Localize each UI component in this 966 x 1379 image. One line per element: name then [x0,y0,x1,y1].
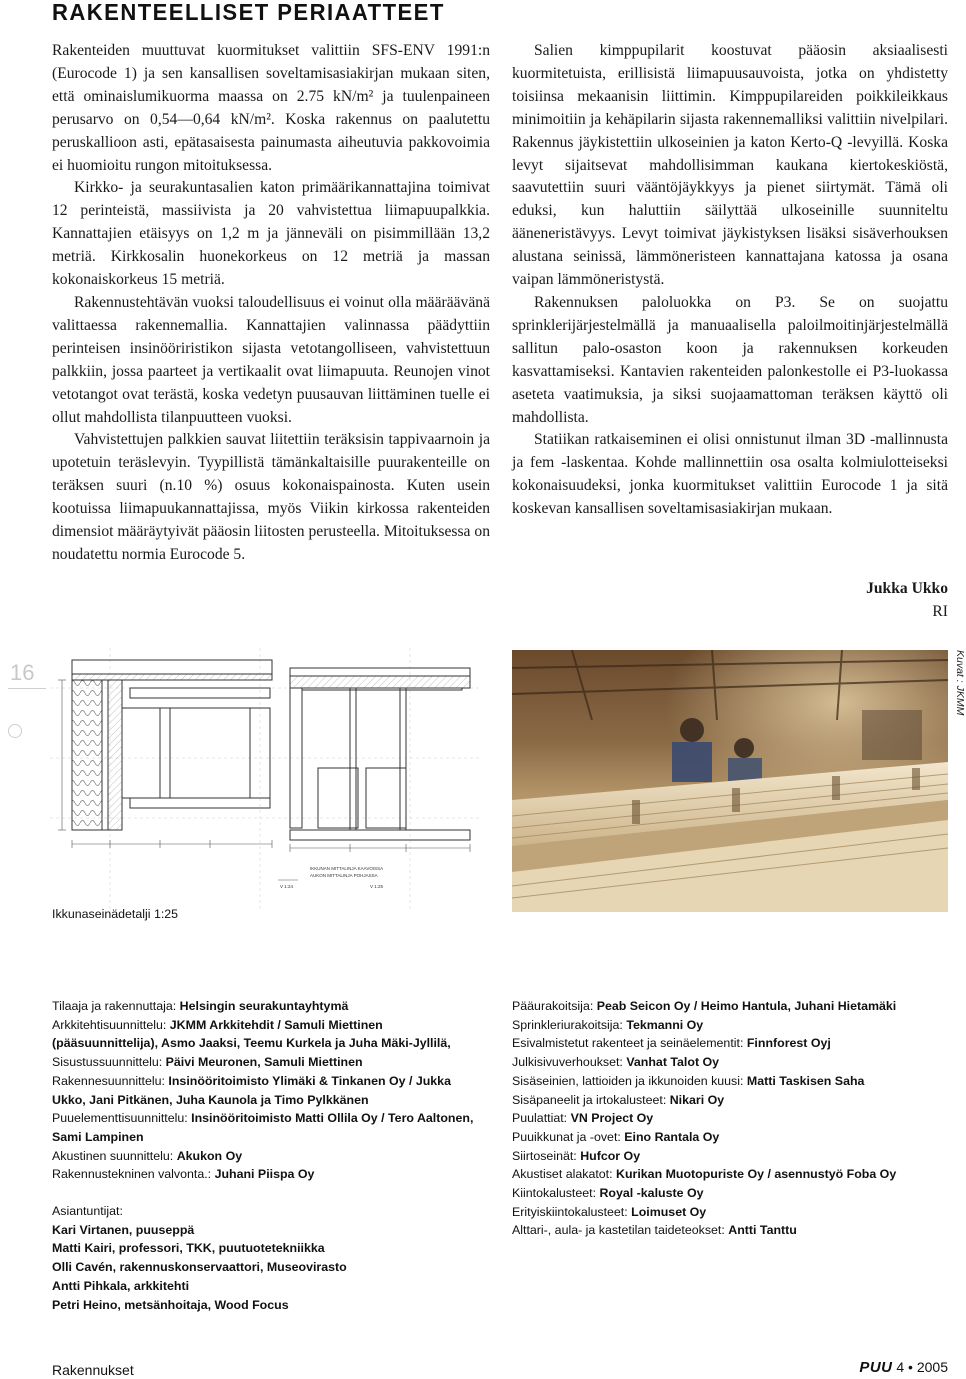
credit-line: Tilaaja ja rakennuttaja: Helsingin seurakuntayhtymä [52,999,349,1013]
author-signature [512,578,948,624]
project-credits-right [512,997,952,1240]
credit-line: Erityiskiintokalusteet: Loimuset Oy [512,1204,707,1219]
expert-item: Antti Pihkala, arkkitehti [52,1278,190,1293]
page-number-rule [8,688,46,689]
experts-label: Asiantuntijat: [52,1204,123,1219]
article-left-column [52,40,490,567]
article-right-column [512,40,948,521]
page-number: 16 [10,660,35,685]
paragraph: Salien kimppupilarit koostuvat pääosin aksiaalisesti kuormitetuista, erillisistä liimapuusauvoista, jotka on yhdistetty toisiinsa mekaanisin liittimin. Kimppupilareiden poikkileikkaus minimoitiin ja kehäpilarin sijasta rakennemalliksi valittiin nivelpilari. Rakennus jäykistettiin ulkoseinien ja katon Kerto-Q -levyillä. Koska levyt sijaitsevat mahdollisimman kaukana kiertokeskiöstä, saavutettiin suuri vääntöjäykkyys ja pienet siirtymät. Tämä oli eduksi, kun haluttiin säilyttää ulkoseinille suunniteltu ääneneristävyys. Levyt toimivat jäykistyksen lisäksi sisäverhouksen alustana seinissä, lämmöneristeen kannattajana katossa ja osana vaipan lämmöneristystä. [512,42,948,289]
footer-section: Rakennukset [52,1362,134,1378]
credit-line: Puuelementtisuunnittelu: Insinööritoimisto Matti Ollila Oy / Tero Aaltonen, Sami Lampinen [52,1111,474,1144]
drawing-view-a: V 1:24 [280,884,294,889]
credit-line: Siirtoseinät: Hufcor Oy [512,1148,641,1163]
magazine-brand: PUU [859,1359,893,1376]
author-name: Jukka Ukko [866,580,948,597]
credit-line: Kiintokalusteet: Royal -kaluste Oy [512,1186,704,1201]
credit-line: Sisustussuunnittelu: Päivi Meuronen, Samuli Miettinen [52,1055,363,1070]
drawing-view-b: V 1:25 [370,884,384,889]
credit-line: Rakennesuunnittelu: Insinööritoimisto Ylimäki & Tinkanen Oy / Jukka Ukko, Jani Pitkänen, Juha Kaunola ja Timo Pylkkänen [52,1073,451,1107]
page-heading: RAKENTEELLISET PERIAATTEET [52,0,445,25]
credit-line: Rakennustekninen valvonta.: Juhani Piispa Oy [52,1167,315,1182]
paragraph: Statiikan ratkaiseminen ei olisi onnistunut ilman 3D -mallinnusta ja fem -laskentaa. Kohde mallinnettiin osa osalta kolmiulotteiseksi kokonaisuudeksi, jonka kuormitukset valittiin Eurocode 1 ja sitä koskevan kansallisen soveltamisasiakirjan mukaan. [512,431,948,518]
credit-line: Sprinkleriurakoitsija: Tekmanni Oy [512,1017,704,1032]
author-title: RI [932,602,948,620]
paragraph: Vahvistettujen palkkien sauvat liitettiin teräksisin tappivaarnoin ja upotetuin teräslevyin. Tyypillistä tämänkaltaisille puurakenteille on teräksen suuri (n.10 %) osuus kokonaispainosta. Kuten usein kootuissa liimapuukannattajissa, myös Viikin kirkossa rakenteiden dimensiot määräytyivät pääosin liitosten perusteella. Mitoituksessa on noudatettu normia Eurocode 5. [52,431,490,563]
footer-issue [859,1359,948,1376]
credit-line: Arkkitehtisuunnittelu: JKMM Arkkitehdit / Samuli Miettinen (pääsuunnittelija), Asmo Jaaksi, Teemu Kurkela ja Juha Mäki-Jyllilä, [52,1017,451,1051]
credit-line: Puuikkunat ja -ovet: Eino Rantala Oy [512,1129,720,1144]
expert-item: Kari Virtanen, puuseppä [52,1222,195,1237]
expert-item: Olli Cavén, rakennuskonservaattori, Museovirasto [52,1260,347,1275]
credit-line: Akustinen suunnittelu: Akukon Oy [52,1148,243,1163]
credit-line: Alttari-, aula- ja kastetilan taideteokset: Antti Tanttu [512,1223,797,1238]
project-credits-left [52,997,482,1314]
credit-line: Akustiset alakatot: Kurikan Muotopuriste Oy / asennustyö Foba Oy [512,1167,897,1182]
paragraph: Kirkko- ja seurakuntasalien katon primäärikannattajina toimivat 12 perinteistä, massiivista ja 20 vahvistettua liimapuupalkkia. Kannattajien etäisyys on 1,2 m ja jänneväli on pisimmillään 13,2 metriä. Kirkkosalin huonekorkeus on 12 metriä ja massan kokonaiskorkeus 15 metriä. [52,179,490,289]
photo-credit: Kuvat : JKMM [954,650,966,716]
paragraph: Rakennustehtävän vuoksi taloudellisuus ei voinut olla määräävänä valittaessa rakennemallia. Kannattajien valinnassa päädyttiin perinteisen insinööriristikon sijasta vetotangolliseen, vahvistettuun palkkiin, jossa paarteet ja vertikaalit ovat liimapuuta. Reunojen vinot vetotangot ovat terästä, koska vedetyn puusauvan liittäminen tuelle ei ollut mahdollista tilanpuutteen vuoksi. [52,293,490,426]
glazing-section [290,668,470,840]
credit-line: Sisäpaneelit ja irtokalusteet: Nikari Oy [512,1092,725,1107]
drawing-svg [50,648,482,910]
credit-line: Pääurakoitsija: Peab Seicon Oy / Heimo Hantula, Juhani Hietamäki [512,999,897,1013]
photo-svg [512,650,948,912]
drawing-note-2: AUKON MITTALINJA POHJASSA [310,873,378,878]
drawing-note-1: IKKUNAN MITTALINJA KAAVOISSA [310,866,384,871]
credit-line: Puulattiat: VN Project Oy [512,1111,654,1126]
credit-line: Julkisivuverhoukset: Vanhat Talot Oy [512,1055,720,1070]
drawing-caption: Ikkunaseinädetalji 1:25 [52,907,179,921]
expert-item: Petri Heino, metsänhoitaja, Wood Focus [52,1297,289,1312]
wall-section [72,660,272,830]
decorative-circle [8,724,22,738]
window-wall-detail-drawing [50,648,482,910]
construction-photo [512,650,948,912]
paragraph: Rakennuksen paloluokka on P3. Se on suojattu sprinklerijärjestelmällä ja manuaalisella paloilmoitinjärjestelmällä sallitun palo-osaston koon ja rakennuksen korkeuden kasvattamiseksi. Kantavien rakenteiden palonkestolle ei P3-luokassa aseteta vaatimuksia, ja siksi suojaamattoman teräksen käyttö oli mahdollista. [512,293,948,426]
credit-line: Esivalmistetut rakenteet ja seinäelementit: Finnforest Oyj [512,1036,831,1051]
issue-number: 4 • 2005 [896,1359,948,1375]
expert-item: Matti Kairi, professori, TKK, puutuotetekniikka [52,1241,325,1256]
paragraph: Rakenteiden muuttuvat kuormitukset valittiin SFS-ENV 1991:n (Eurocode 1) ja sen kansallisen soveltamisasiakirjan mukaan siten, että ominaislumikuorma maassa on 2.75 kN/m² ja tuulenpaineen perusarvo on 0,54—0,64 kN/m². Koska rakennus on paalutettu peruskallioon asti, epätasaisesta painumasta aiheutuvia pakkovoimia ei huomioitu rungon mitoituksessa. [52,42,490,174]
credit-line: Sisäseinien, lattioiden ja ikkunoiden kuusi: Matti Taskisen Saha [512,1073,865,1088]
